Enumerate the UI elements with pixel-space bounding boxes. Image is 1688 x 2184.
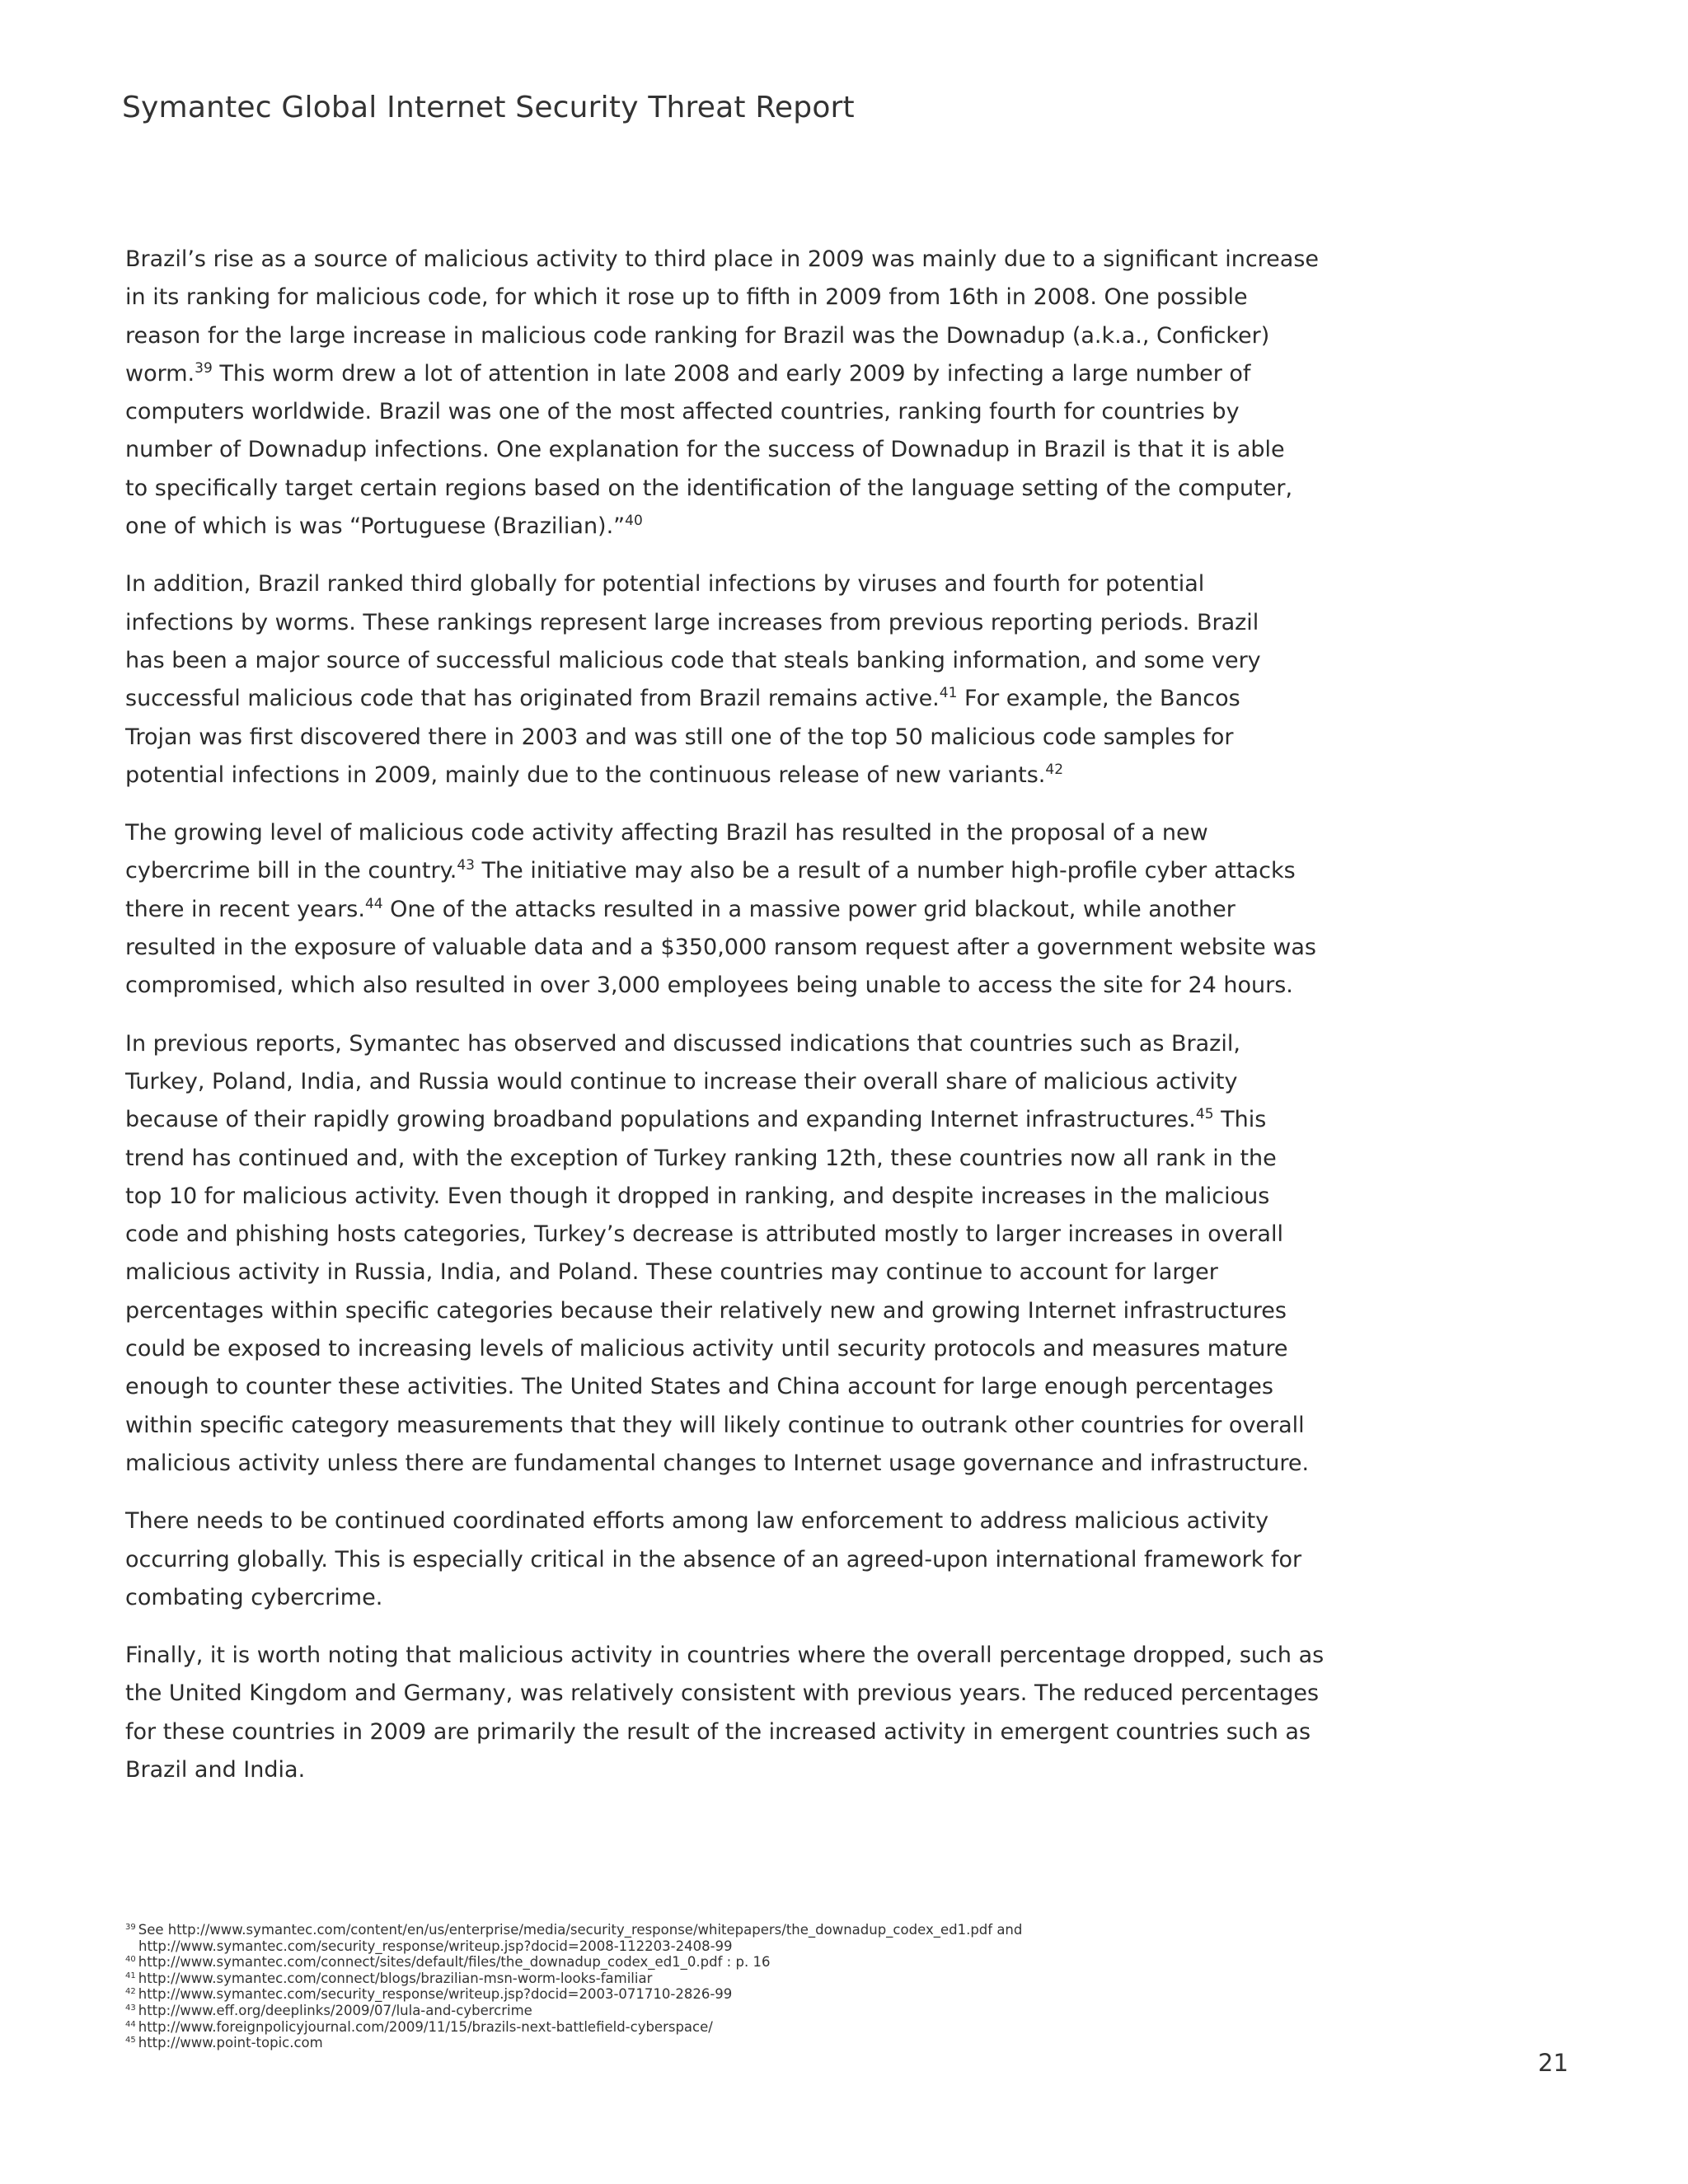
paragraph xyxy=(125,565,1263,794)
footnote-number: 40 xyxy=(125,1955,136,1965)
footnote-link[interactable]: http://www.symantec.com/connect/sites/default/files/the_downadup_codex_ed1_0.pdf : p. 16 xyxy=(138,1954,771,1971)
text-line: for these countries in 2009 are primarily the result of the increased activity in emergent countries such as xyxy=(125,1718,1311,1745)
report-title: Symantec Global Internet Security Threat Report xyxy=(122,91,855,124)
body-text xyxy=(125,241,1325,1809)
footnote-number: 44 xyxy=(125,2019,136,2029)
footnote-ref[interactable]: 41 xyxy=(939,685,958,702)
footnote-ref[interactable]: 40 xyxy=(625,513,643,530)
footnote xyxy=(125,2019,1197,2036)
footnote-ref[interactable]: 42 xyxy=(1045,761,1064,778)
paragraph xyxy=(125,814,1316,1005)
text-line: In previous reports, Symantec has observed and discussed indications that countries such as Brazil, xyxy=(125,1030,1240,1057)
text-line: reason for the large increase in malicious code ranking for Brazil was the Downadup (a.k.a., Conficker) xyxy=(125,322,1270,349)
footnote-link[interactable]: http://www.symantec.com/connect/blogs/brazilian-msn-worm-looks-familiar xyxy=(138,1970,653,1986)
footnote-number: 42 xyxy=(125,1987,136,1997)
footnote-number: 43 xyxy=(125,2003,136,2013)
text-line: There needs to be continued coordinated efforts among law enforcement to address malicious activity xyxy=(125,1508,1269,1535)
text-line: cybercrime bill in the country.$^{43}$ The initiative may also be a result of a number high-profile cyber attacks xyxy=(125,857,1296,884)
text-line: Trojan was first discovered there in 2003 and was still one of the top 50 malicious code samples for xyxy=(125,724,1234,750)
footnote-ref[interactable]: 39 xyxy=(195,359,213,377)
text-line: In addition, Brazil ranked third globally for potential infections by viruses and fourth for potential xyxy=(125,571,1205,598)
text-line: The growing level of malicious code activity affecting Brazil has resulted in the proposal of a new xyxy=(125,820,1208,846)
footnote-link[interactable]: http://www.symantec.com/security_response/writeup.jsp?docid=2003-071710-2826-99 xyxy=(138,1986,733,2003)
footnote-ref[interactable]: 44 xyxy=(364,895,383,912)
text-line: successful malicious code that has originated from Brazil remains active.$^{41}$ For example, the Bancos xyxy=(125,685,1240,712)
footnote-link[interactable]: http://www.eff.org/deeplinks/2009/07/lula-and-cybercrime xyxy=(138,2002,532,2018)
footnote-link[interactable]: See http://www.symantec.com/content/en/us/enterprise/media/security_response/whitepapers/the_downadup_codex_ed1.pdf and xyxy=(138,1922,1023,1938)
footnote xyxy=(125,1971,1197,1987)
text-line: within specific category measurements that they will likely continue to outrank other countries for overall xyxy=(125,1412,1305,1438)
text-line: in its ranking for malicious code, for which it rose up to fifth in 2009 from 16th in 2008. One possible xyxy=(125,284,1248,311)
paragraph xyxy=(125,1637,1325,1789)
text-line: has been a major source of successful malicious code that steals banking information, and some very xyxy=(125,647,1261,673)
text-line: Turkey, Poland, India, and Russia would continue to increase their overall share of malicious activity xyxy=(125,1068,1238,1094)
footnotes xyxy=(125,1922,1197,2051)
paragraph xyxy=(125,1025,1310,1483)
text-line: code and phishing hosts categories, Turkey’s decrease is attributed mostly to larger increases in overall xyxy=(125,1221,1283,1248)
text-line: top 10 for malicious activity. Even though it dropped in ranking, and despite increases in the malicious xyxy=(125,1183,1270,1209)
text-line: infections by worms. These rankings represent large increases from previous reporting periods. Brazil xyxy=(125,609,1259,635)
footnote xyxy=(125,2003,1197,2019)
footnote xyxy=(125,2035,1197,2051)
text-line: combating cybercrime. xyxy=(125,1584,383,1610)
text-line: Finally, it is worth noting that malicious activity in countries where the overall percentage dropped, such as xyxy=(125,1643,1325,1669)
footnote-number: 39 xyxy=(125,1923,136,1932)
footnote-link[interactable]: http://www.foreignpolicyjournal.com/2009/11/15/brazils-next-battlefield-cyberspace/ xyxy=(138,2018,713,2035)
text-line: potential infections in 2009, mainly due to the continuous release of new variants.$^{42}$ xyxy=(125,761,1064,788)
text-line: Brazil’s rise as a source of malicious activity to third place in 2009 was mainly due to a significant increase xyxy=(125,246,1320,272)
text-line: worm.$^{39}$ This worm drew a lot of attention in late 2008 and early 2009 by infecting a large number of xyxy=(125,359,1251,387)
footnote-number: 45 xyxy=(125,2036,136,2046)
text-line: because of their rapidly growing broadband populations and expanding Internet infrastructures.$^{45}$ This xyxy=(125,1106,1267,1133)
footnote-link[interactable]: http://www.symantec.com/security_response/writeup.jsp?docid=2008-112203-2408-99 xyxy=(138,1938,733,1954)
text-line: number of Downadup infections. One explanation for the success of Downadup in Brazil is that it is able xyxy=(125,437,1285,463)
text-line: computers worldwide. Brazil was one of the most affected countries, ranking fourth for countries by xyxy=(125,399,1240,425)
paragraph xyxy=(125,1502,1302,1617)
text-line: the United Kingdom and Germany, was relatively consistent with previous years. The reduced percentages xyxy=(125,1680,1320,1707)
text-line: occurring globally. This is especially critical in the absence of an agreed-upon international framework for xyxy=(125,1546,1302,1572)
footnote xyxy=(125,1986,1197,2003)
footnote-number: 41 xyxy=(125,1971,136,1980)
text-line: there in recent years.$^{44}$ One of the attacks resulted in a massive power grid blackout, while another xyxy=(125,895,1236,922)
footnote xyxy=(125,1922,1197,1954)
page-number: 21 xyxy=(1538,2049,1568,2077)
text-line: could be exposed to increasing levels of malicious activity until security protocols and measures mature xyxy=(125,1336,1288,1362)
text-line: percentages within specific categories because their relatively new and growing Internet infrastructures xyxy=(125,1297,1287,1324)
text-line: to specifically target certain regions based on the identification of the language setting of the computer, xyxy=(125,475,1293,501)
text-line: enough to counter these activities. The United States and China account for large enough percentages xyxy=(125,1374,1273,1400)
text-line: resulted in the exposure of valuable data and a $350,000 ransom request after a government website was xyxy=(125,935,1316,961)
text-line: malicious activity in Russia, India, and Poland. These countries may continue to account for larger xyxy=(125,1259,1218,1286)
footnote-ref[interactable]: 43 xyxy=(457,857,475,874)
text-line: Brazil and India. xyxy=(125,1756,306,1783)
footnote-link[interactable]: http://www.point-topic.com xyxy=(138,2035,323,2051)
paragraph xyxy=(125,241,1320,546)
footnote xyxy=(125,1954,1197,1971)
footnote-ref[interactable]: 45 xyxy=(1195,1106,1214,1123)
text-line: compromised, which also resulted in over 3,000 employees being unable to access the site for 24 hours. xyxy=(125,972,1293,999)
text-line: malicious activity unless there are fundamental changes to Internet usage governance and infrastructure. xyxy=(125,1450,1310,1476)
text-line: one of which is was “Portuguese (Brazilian).”$^{40}$ xyxy=(125,513,643,540)
text-line: trend has continued and, with the exception of Turkey ranking 12th, these countries now all rank in the xyxy=(125,1145,1277,1171)
